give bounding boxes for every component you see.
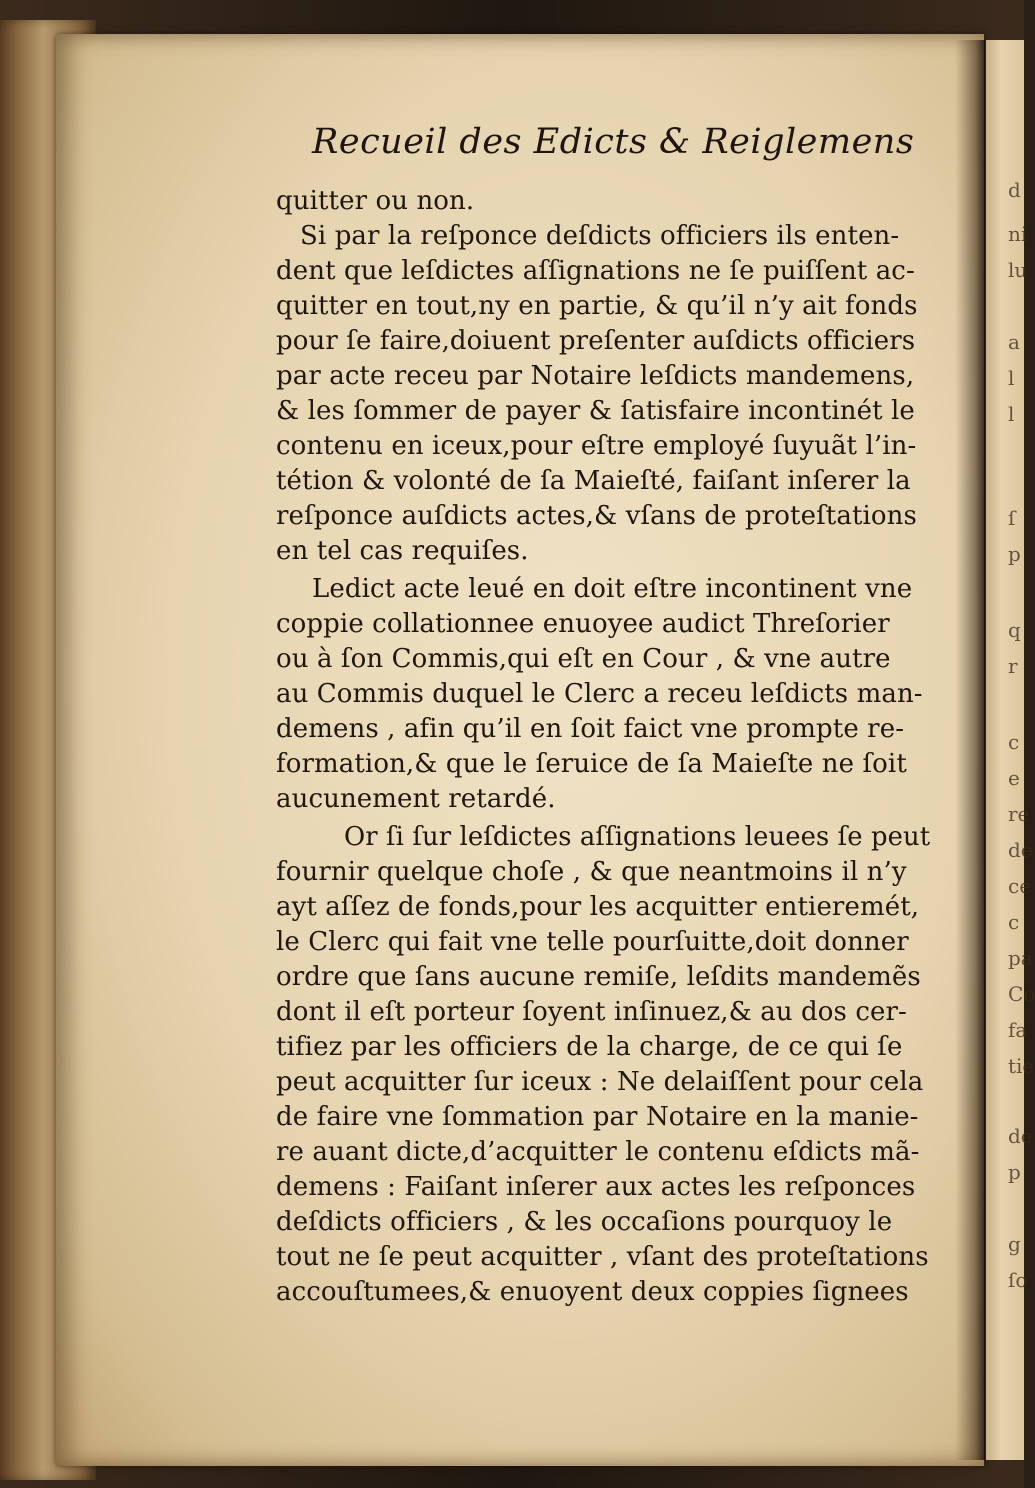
adjacent-fragment: r bbox=[1008, 654, 1018, 678]
text-line: ou à ſon Commis,qui eſt en Cour , & vne autre bbox=[276, 644, 891, 674]
adjacent-fragment: c bbox=[1008, 730, 1020, 754]
text-line: accouſtumees,& enuoyent deux coppies ſignees bbox=[276, 1277, 909, 1307]
text-line: dont il eſt porteur ſoyent inſinuez,& au dos cer- bbox=[276, 997, 907, 1027]
adjacent-fragment: c bbox=[1008, 910, 1020, 934]
text-line: pour ſe faire,doiuent preſenter auſdicts officiers bbox=[276, 326, 916, 356]
text-line: au Commis duquel le Clerc a receu leſdicts man- bbox=[276, 679, 923, 709]
adjacent-fragment: ſo bbox=[1008, 1268, 1028, 1292]
text-line: contenu en iceux,pour eſtre employé ſuyuãt l’in- bbox=[276, 431, 917, 461]
text-line: Or ſi ſur leſdictes aſſignations leuees ſe peut bbox=[344, 822, 931, 852]
text-line: re auant dicte,d’acquitter le contenu eſdicts mã- bbox=[276, 1137, 920, 1167]
adjacent-fragment: p bbox=[1008, 542, 1021, 566]
text-line: dent que leſdictes aſſignations ne ſe puiſſent ac- bbox=[276, 256, 915, 286]
text-line: par acte receu par Notaire leſdicts mandemens, bbox=[276, 361, 915, 391]
adjacent-fragment: tie bbox=[1008, 1054, 1035, 1078]
text-line: Ledict acte leué en doit eſtre incontinent vne bbox=[312, 574, 913, 604]
adjacent-fragment: p bbox=[1008, 1160, 1021, 1184]
text-line: ayt aſſez de fonds,pour les acquitter entieremét, bbox=[276, 892, 920, 922]
adjacent-fragment: g bbox=[1008, 1232, 1021, 1256]
text-line: reſponce auſdicts actes,& vſans de proteſtations bbox=[276, 501, 917, 531]
text-line: en tel cas requiſes. bbox=[276, 536, 529, 566]
adjacent-fragment: de bbox=[1008, 838, 1033, 862]
text-line: formation,& que le ſeruice de ſa Maieſte ne ſoit bbox=[276, 749, 907, 779]
text-line: deſdicts officiers , & les occaſions pourquoy le bbox=[276, 1207, 893, 1237]
text-line: ordre que ſans aucune remiſe, leſdits mandemẽs bbox=[276, 962, 921, 992]
text-line: tétion & volonté de ſa Maieſté, faiſant inſerer la bbox=[276, 466, 911, 496]
adjacent-fragment: de bbox=[1008, 1124, 1033, 1148]
text-line: quitter en tout,ny en partie, & qu’il n’y ait fonds bbox=[276, 291, 918, 321]
text-line: fournir quelque choſe , & que neantmoins il n’y bbox=[276, 857, 907, 887]
text-line: tifiez par les officiers de la charge, de ce qui ſe bbox=[276, 1032, 903, 1062]
running-head: Recueil des Edicts & Reiglemens bbox=[312, 122, 915, 162]
adjacent-fragment: l bbox=[1008, 366, 1015, 390]
adjacent-fragment: re bbox=[1008, 802, 1030, 826]
text-line: peut acquitter ſur iceux : Ne delaiſſent pour cela bbox=[276, 1067, 924, 1097]
text-line: aucunement retardé. bbox=[276, 784, 556, 814]
adjacent-fragment: Co bbox=[1008, 982, 1035, 1006]
text-line: le Clerc qui fait vne telle pourſuitte,doit donner bbox=[276, 927, 909, 957]
text-line: Si par la reſponce deſdicts officiers ils enten- bbox=[300, 221, 900, 251]
text-line: tout ne ſe peut acquitter , vſant des proteſtations bbox=[276, 1242, 929, 1272]
adjacent-fragment: a bbox=[1008, 330, 1020, 354]
adjacent-fragment: d bbox=[1008, 178, 1021, 202]
adjacent-fragment: ſ bbox=[1008, 506, 1016, 530]
adjacent-fragment: lu bbox=[1008, 258, 1028, 282]
adjacent-fragment: l bbox=[1008, 402, 1015, 426]
text-line: quitter ou non. bbox=[276, 186, 475, 216]
text-line: coppie collationnee enuoyee audict Threſorier bbox=[276, 609, 890, 639]
text-line: demens : Faiſant inſerer aux actes les reſponces bbox=[276, 1172, 916, 1202]
adjacent-fragment: pa bbox=[1008, 946, 1033, 970]
text-line: de faire vne ſommation par Notaire en la manie- bbox=[276, 1102, 919, 1132]
adjacent-fragment: fa bbox=[1008, 1018, 1028, 1042]
adjacent-fragment: ni bbox=[1008, 222, 1028, 246]
adjacent-fragment: e bbox=[1008, 766, 1020, 790]
text-line: demens , afin qu’il en ſoit faict vne prompte re- bbox=[276, 714, 905, 744]
text-line: & les ſommer de payer & ſatisfaire incontinét le bbox=[276, 396, 915, 426]
adjacent-fragment: q bbox=[1008, 618, 1021, 642]
adjacent-fragment: ce bbox=[1008, 874, 1032, 898]
page-gutter-shadow bbox=[955, 40, 985, 1460]
